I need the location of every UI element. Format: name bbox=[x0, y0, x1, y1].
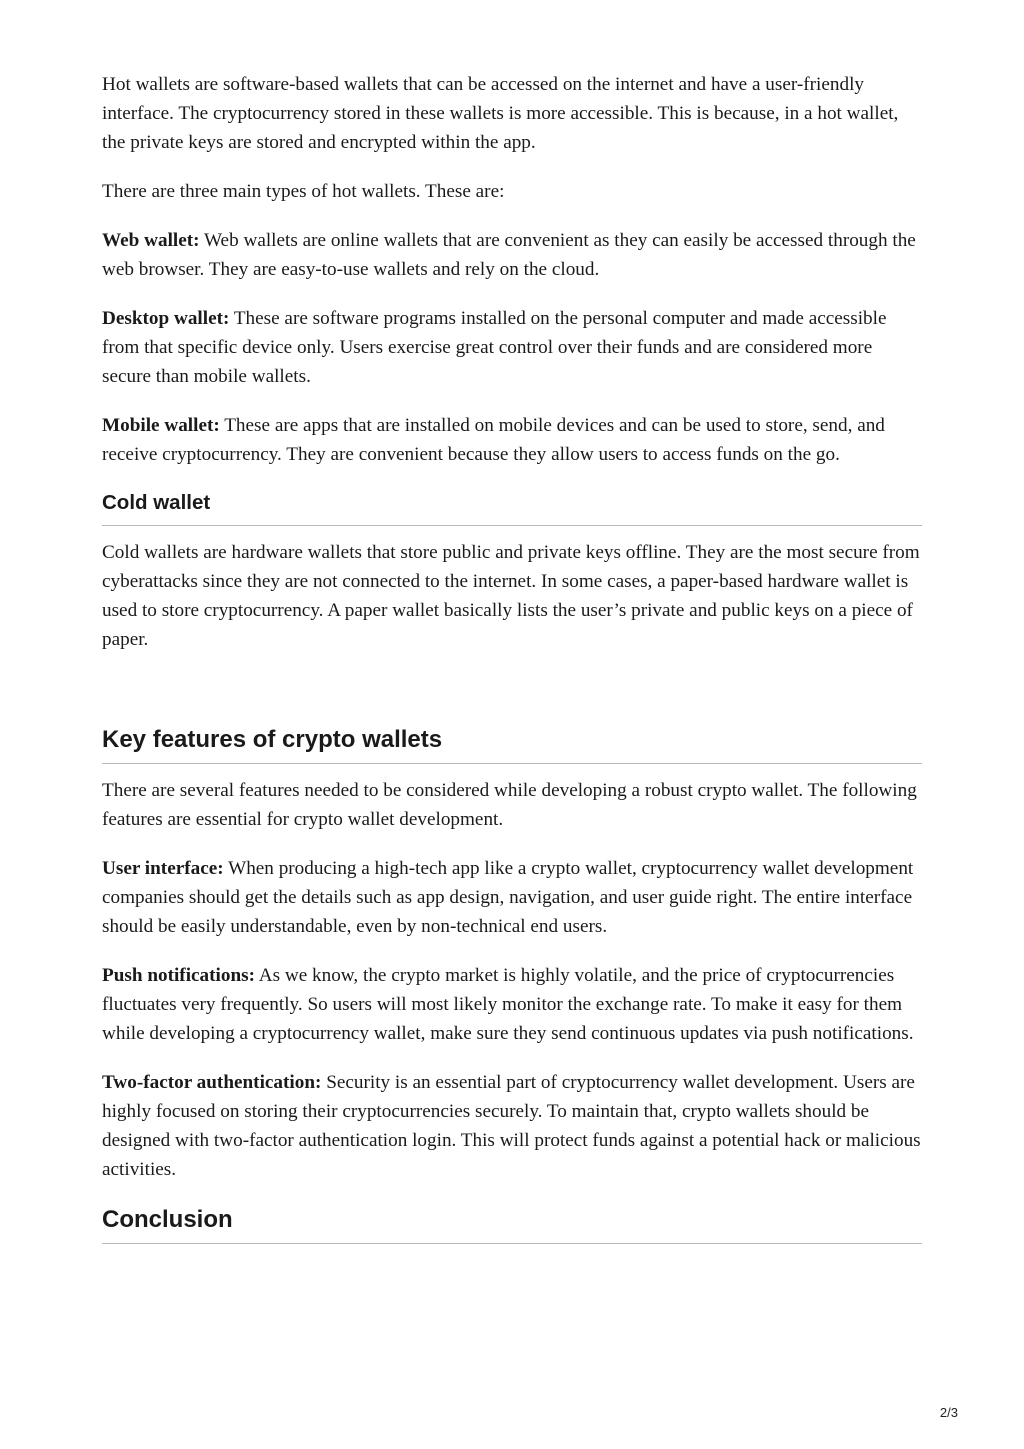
web-wallet-paragraph bbox=[102, 226, 922, 284]
key-features-heading: Key features of crypto wallets bbox=[102, 724, 922, 764]
mobile-wallet-term: Mobile wallet: bbox=[102, 415, 220, 436]
web-wallet-term: Web wallet: bbox=[102, 230, 200, 251]
cold-wallet-paragraph: Cold wallets are hardware wallets that store public and private keys offline. They are the most secure from cyberattacks since they are not connected to the internet. In some cases, a paper-based hardware wallet is used to store cryptocurrency. A paper wallet basically lists the user’s private and public keys on a piece of paper. bbox=[102, 542, 920, 650]
page-number: 2/3 bbox=[939, 1405, 958, 1420]
two-factor-paragraph bbox=[102, 1068, 922, 1184]
conclusion-heading: Conclusion bbox=[102, 1204, 922, 1244]
user-interface-term: User interface: bbox=[102, 858, 224, 879]
section-spacer bbox=[102, 674, 922, 724]
mobile-wallet-text: These are apps that are installed on mobile devices and can be used to store, send, and receive cryptocurrency. They are convenient because they allow users to access funds on the go. bbox=[102, 415, 885, 465]
desktop-wallet-term: Desktop wallet: bbox=[102, 308, 230, 329]
push-notifications-paragraph bbox=[102, 961, 922, 1048]
web-wallet-text: Web wallets are online wallets that are convenient as they can easily be accessed through the web browser. They are easy-to-use wallets and rely on the cloud. bbox=[102, 230, 916, 280]
two-factor-term: Two-factor authentication: bbox=[102, 1072, 322, 1093]
push-notifications-term: Push notifications: bbox=[102, 965, 255, 986]
hot-wallet-paragraph: Hot wallets are software-based wallets that can be accessed on the internet and have a user-friendly interface. The cryptocurrency stored in these wallets is more accessible. This is because, in a hot wallet, the private keys are stored and encrypted within the app. bbox=[102, 74, 899, 153]
hot-wallet-types-intro: There are three main types of hot wallets. These are: bbox=[102, 181, 505, 202]
mobile-wallet-paragraph bbox=[102, 411, 922, 469]
user-interface-text: When producing a high-tech app like a crypto wallet, cryptocurrency wallet development companies should get the details such as app design, navigation, and user guide right. The entire interface should be easily understandable, even by non-technical end users. bbox=[102, 858, 914, 937]
desktop-wallet-text: These are software programs installed on the personal computer and made accessible from that specific device only. Users exercise great control over their funds and are considered more secure than mobile wallets. bbox=[102, 308, 887, 387]
document-page bbox=[102, 70, 922, 1256]
key-features-intro: There are several features needed to be considered while developing a robust crypto wallet. The following features are essential for crypto wallet development. bbox=[102, 780, 917, 830]
two-factor-text: Security is an essential part of cryptocurrency wallet development. Users are highly focused on storing their cryptocurrencies securely. To maintain that, crypto wallets should be designed with two-factor authentication login. This will protect funds against a potential hack or malicious activities. bbox=[102, 1072, 921, 1180]
push-notifications-text: As we know, the crypto market is highly volatile, and the price of cryptocurrencies fluctuates very frequently. So users will most likely monitor the exchange rate. To make it easy for them while developing a cryptocurrency wallet, make sure they send continuous updates via push notifications. bbox=[102, 965, 914, 1044]
user-interface-paragraph bbox=[102, 854, 922, 941]
desktop-wallet-paragraph bbox=[102, 304, 922, 391]
cold-wallet-heading: Cold wallet bbox=[102, 489, 922, 526]
